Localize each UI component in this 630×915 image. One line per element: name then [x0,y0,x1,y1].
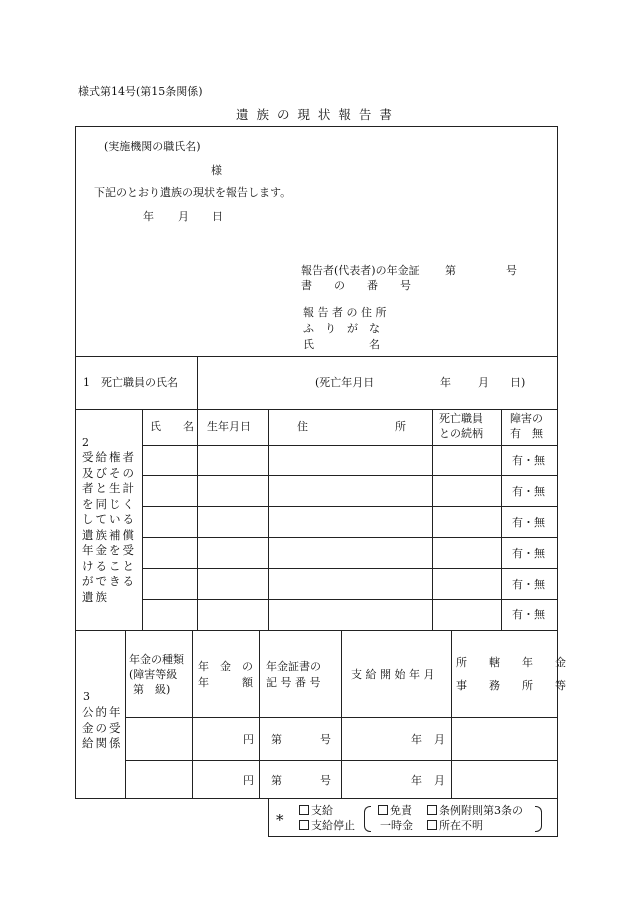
page-title: 遺 族 の 現 状 報 告 書 [236,107,394,122]
pension-cert-label-2: 書 の 番 号 [301,279,411,292]
reporter-address-label: 報 告 者 の 住 所 [303,306,387,319]
section2-number: 2 [82,436,89,449]
s2-col4 [432,409,433,630]
footnote-left [268,798,269,837]
check-shikyu-teishi[interactable]: 支給停止 [299,819,355,832]
date-month: 月 [178,210,189,223]
s3-header-start: 支 給 開 始 年 月 [351,668,435,681]
check-menseki[interactable]: 免責 [378,804,412,817]
s2-row-line [142,475,558,476]
checkbox-icon[interactable] [299,820,309,830]
s3-col1 [125,630,126,798]
s2-col2 [197,409,198,630]
disability-choice[interactable]: 有・無 [512,454,545,467]
col-header-birth: 生年月日 [207,420,251,433]
s2-row-line [142,599,558,600]
s3-header-type-1: 年金の種類 [129,653,184,666]
section3-side-label: 公的年 金の受 給関係 [82,705,123,750]
addressee-label: (実施機関の職氏名) [104,140,201,153]
s3-header-cert-2: 記 号 番 号 [266,676,321,689]
s3-header-cert-1: 年金証書の [266,660,321,673]
pension-cert-label-1: 報告者(代表者)の年金証 [301,264,420,277]
s3-row-line [125,717,558,718]
disability-choice[interactable]: 有・無 [512,516,545,529]
section3-top-line [75,630,558,631]
frame-left [75,126,76,798]
disability-choice[interactable]: 有・無 [512,485,545,498]
s3-header-amount-2: 年 額 [198,676,253,689]
s2-row-line [142,537,558,538]
col-header-relation-2: との続柄 [439,427,483,440]
s3-header-office-1: 所 轄 年 金 [456,656,566,669]
disability-choice[interactable]: 有・無 [512,547,545,560]
date-year: 年 [143,210,154,223]
s2-col3 [268,409,269,630]
checkbox-icon[interactable] [299,805,309,815]
pension-cert-go: 号 [506,264,517,277]
footnote-bottom [268,836,558,837]
col-header-name: 氏 名 [150,420,194,433]
col-header-address-right: 所 [395,420,406,433]
s2-col5 [501,409,502,630]
reporter-name-label: 氏 名 [303,338,380,351]
s3-row1-yen: 円 [243,733,254,746]
furigana-label: ふ り が な [303,322,380,335]
check-shikyu[interactable]: 支給 [299,804,333,817]
s3-col2 [192,630,193,798]
s3-header-type-2: (障害等級 [129,668,178,681]
section1-top-line [75,356,558,357]
col-header-disability-2: 有 無 [510,427,543,440]
s3-row1-go: 号 [320,733,331,746]
s3-row2-yen: 円 [243,774,254,787]
s3-row1-dai: 第 [271,733,282,746]
frame-top [75,126,558,127]
s3-row1-month: 月 [434,733,445,746]
s2-row-line [142,568,558,569]
death-date-year: 年 [440,376,451,389]
section1-divider [197,356,198,409]
death-date-day: 日) [510,376,526,389]
s3-row2-year: 年 [411,774,422,787]
pension-cert-dai: 第 [445,264,456,277]
s2-col1 [142,409,143,630]
s3-header-office-2: 事 務 所 等 [456,679,566,692]
date-day: 日 [212,210,223,223]
right-brace-icon [535,806,542,832]
s3-header-amount-1: 年 金 の [198,660,253,673]
ichijikin-label: 一時金 [380,819,413,832]
death-date-label: (死亡年月日 [315,376,375,389]
frame-bottom [75,798,558,799]
s3-col4 [341,630,342,798]
death-date-month: 月 [478,376,489,389]
disability-choice[interactable]: 有・無 [512,578,545,591]
disability-choice[interactable]: 有・無 [512,608,545,621]
check-shozai-fumei[interactable]: 所在不明 [427,819,483,832]
s2-row-line [142,445,558,446]
section2-side-label: 受給権者 及びその 者と生計 を同じく している 遺族補償 年金を受 けること ができる 遺族 [82,450,136,604]
deceased-name-label: 1 死亡職員の氏名 [83,376,178,389]
s3-col5 [451,630,452,798]
left-brace-icon [364,806,371,832]
s3-row2-go: 号 [320,774,331,787]
check-reifuku[interactable]: 条例附則第3条の [427,804,523,817]
frame-right [557,126,558,837]
sama-label: 様 [211,164,222,177]
s3-header-type-3: 第 級) [133,683,171,696]
col-header-address-left: 住 [297,420,308,433]
s3-row2-month: 月 [434,774,445,787]
footnote-asterisk: * [276,811,284,829]
checkbox-icon[interactable] [427,805,437,815]
s2-row-line [142,506,558,507]
section3-number: 3 [83,690,90,703]
s3-row1-year: 年 [411,733,422,746]
col-header-relation-1: 死亡職員 [439,412,483,425]
form-number: 様式第14号(第15条関係) [78,85,203,98]
checkbox-icon[interactable] [378,805,388,815]
s3-col3 [259,630,260,798]
col-header-disability-1: 障害の [510,412,543,425]
checkbox-icon[interactable] [427,820,437,830]
statement: 下記のとおり遺族の現状を報告します。 [94,186,292,199]
s3-row2-dai: 第 [271,774,282,787]
section2-top-line [75,409,558,410]
s3-row-line [125,760,558,761]
